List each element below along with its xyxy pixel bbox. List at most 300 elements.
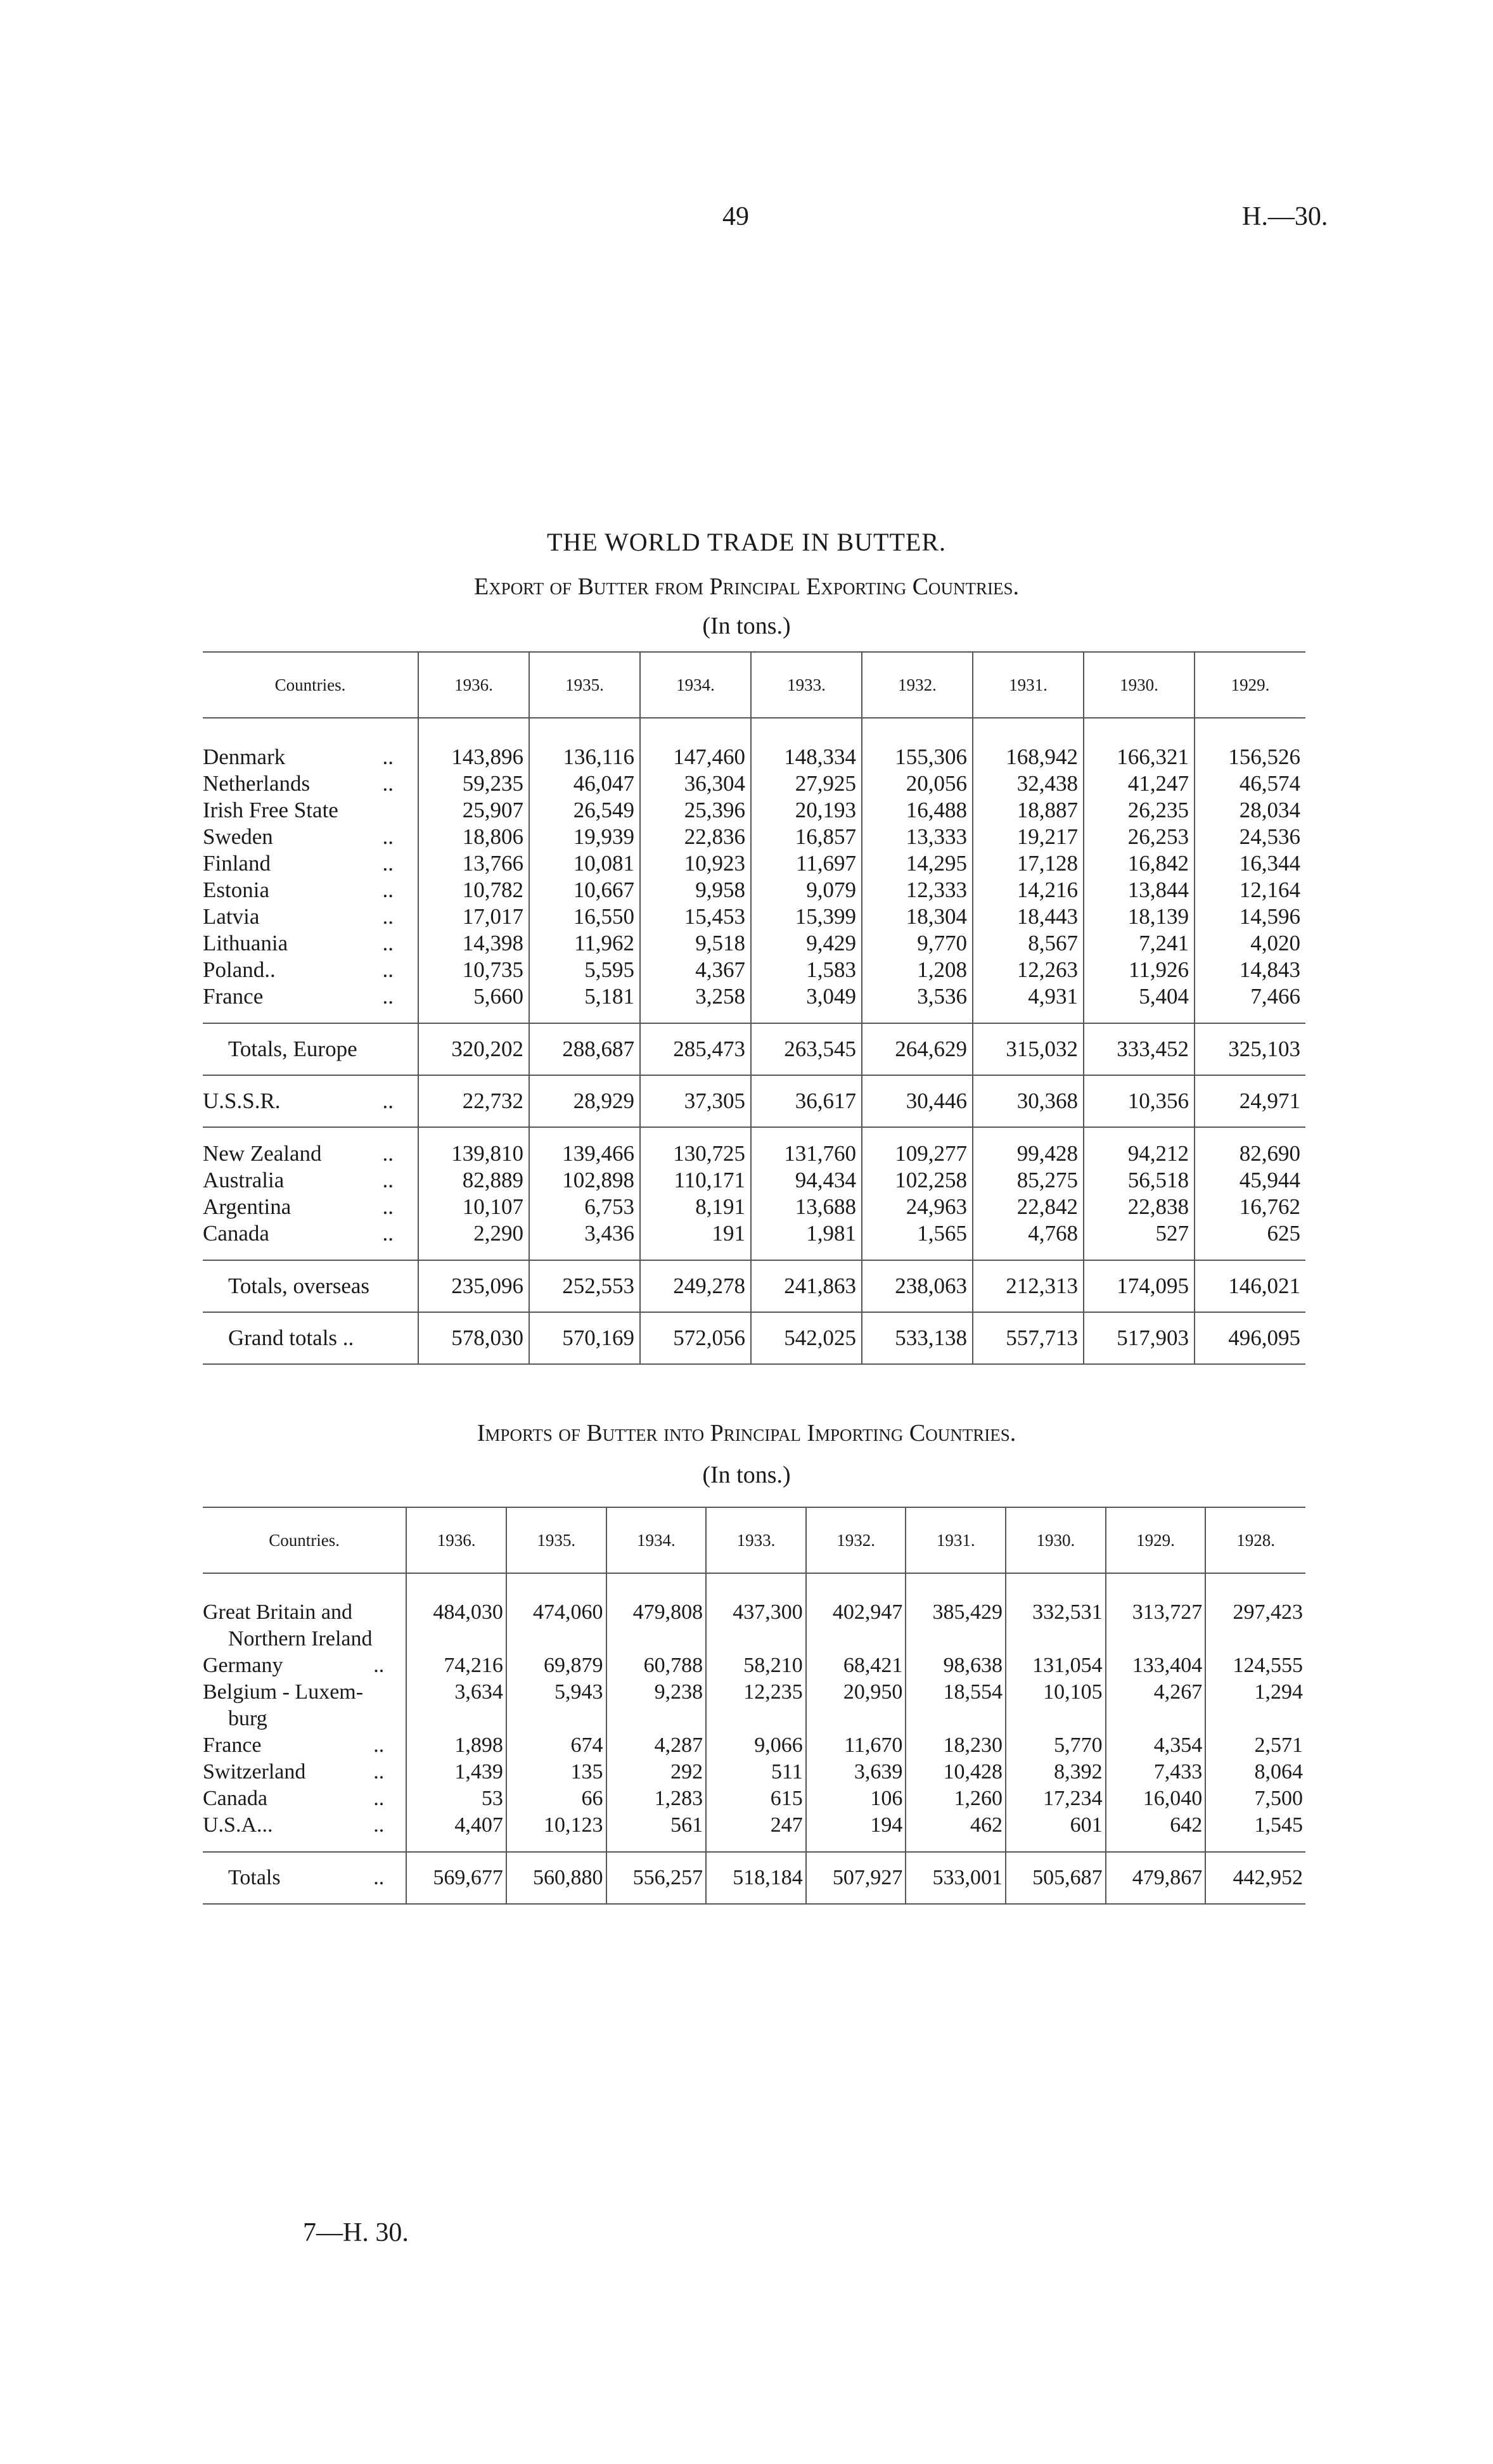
country-name: U.S.A... bbox=[203, 1813, 273, 1837]
spacer-cell bbox=[751, 1010, 862, 1023]
column-header-year: 1935. bbox=[529, 652, 640, 718]
value-cell: 1,260 bbox=[906, 1785, 1006, 1812]
value-cell: 578,030 bbox=[418, 1312, 529, 1364]
value-cell: 569,677 bbox=[406, 1852, 506, 1904]
value-cell: 98,638 bbox=[906, 1652, 1006, 1679]
value-cell: 146,021 bbox=[1195, 1260, 1305, 1312]
value-cell: 109,277 bbox=[862, 1140, 973, 1167]
value-cell: 148,334 bbox=[751, 744, 862, 770]
value-cell: 11,926 bbox=[1084, 957, 1195, 983]
value-cell: 26,253 bbox=[1084, 824, 1195, 850]
spacer-cell bbox=[606, 1573, 707, 1599]
value-cell: 533,138 bbox=[862, 1312, 973, 1364]
value-cell: 82,690 bbox=[1195, 1140, 1305, 1167]
value-cell: 527 bbox=[1084, 1220, 1195, 1247]
value-cell: 24,963 bbox=[862, 1194, 973, 1220]
footer-code: 7—H. 30. bbox=[303, 2218, 409, 2247]
value-cell: 11,962 bbox=[529, 930, 640, 957]
value-cell: 249,278 bbox=[640, 1260, 751, 1312]
value-cell: 10,107 bbox=[418, 1194, 529, 1220]
value-cell: 402,947 bbox=[806, 1599, 906, 1652]
country-name: U.S.S.R. bbox=[203, 1088, 281, 1113]
page-number: 49 bbox=[722, 202, 749, 231]
value-cell: 5,595 bbox=[529, 957, 640, 983]
spacer-cell bbox=[406, 1839, 506, 1852]
spacer-cell bbox=[529, 1010, 640, 1023]
value-cell: 518,184 bbox=[706, 1852, 806, 1904]
value-cell: 8,392 bbox=[1006, 1759, 1106, 1785]
table-row bbox=[203, 957, 1305, 983]
value-cell: 2,290 bbox=[418, 1220, 529, 1247]
value-cell: 15,453 bbox=[640, 903, 751, 930]
column-header-year: 1930. bbox=[1006, 1507, 1106, 1573]
value-cell: 18,443 bbox=[973, 903, 1084, 930]
table-row bbox=[203, 1785, 1305, 1812]
spacer-cell bbox=[1195, 718, 1305, 744]
table-row bbox=[203, 983, 1305, 1010]
value-cell: 11,697 bbox=[751, 850, 862, 877]
value-cell: 238,063 bbox=[862, 1260, 973, 1312]
spacer-row bbox=[203, 1010, 1305, 1023]
value-cell: 102,258 bbox=[862, 1167, 973, 1194]
value-cell: 25,907 bbox=[418, 797, 529, 824]
value-cell: 1,898 bbox=[406, 1732, 506, 1759]
column-header-year: 1932. bbox=[862, 652, 973, 718]
value-cell: 16,040 bbox=[1106, 1785, 1206, 1812]
value-cell: 37,305 bbox=[640, 1075, 751, 1127]
value-cell: 615 bbox=[706, 1785, 806, 1812]
spacer-cell bbox=[640, 718, 751, 744]
value-cell: 28,929 bbox=[529, 1075, 640, 1127]
spacer-cell bbox=[406, 1573, 506, 1599]
value-cell: 174,095 bbox=[1084, 1260, 1195, 1312]
value-cell: 12,333 bbox=[862, 877, 973, 903]
country-name: Canada bbox=[203, 1221, 269, 1246]
value-cell: 59,235 bbox=[418, 770, 529, 797]
value-cell: 58,210 bbox=[706, 1652, 806, 1679]
value-cell: 26,549 bbox=[529, 797, 640, 824]
value-cell: 8,064 bbox=[1205, 1759, 1305, 1785]
value-cell: 10,735 bbox=[418, 957, 529, 983]
value-cell: 9,958 bbox=[640, 877, 751, 903]
value-cell: 437,300 bbox=[706, 1599, 806, 1652]
value-cell: 9,429 bbox=[751, 930, 862, 957]
column-header-year: 1933. bbox=[706, 1507, 806, 1573]
country-cell bbox=[203, 1732, 406, 1759]
value-cell: 46,047 bbox=[529, 770, 640, 797]
value-cell: 16,488 bbox=[862, 797, 973, 824]
country-name: Netherlands bbox=[203, 771, 311, 796]
country-cell bbox=[203, 744, 418, 770]
country-cell bbox=[203, 1652, 406, 1679]
value-cell: 247 bbox=[706, 1812, 806, 1839]
value-cell: 46,574 bbox=[1195, 770, 1305, 797]
value-cell: 30,368 bbox=[973, 1075, 1084, 1127]
export-header-row bbox=[203, 652, 1305, 718]
value-cell: 5,404 bbox=[1084, 983, 1195, 1010]
country-cell bbox=[203, 797, 418, 824]
spacer-cell bbox=[640, 1127, 751, 1140]
value-cell: 194 bbox=[806, 1812, 906, 1839]
value-cell: 1,565 bbox=[862, 1220, 973, 1247]
table-row bbox=[203, 1167, 1305, 1194]
value-cell: 22,838 bbox=[1084, 1194, 1195, 1220]
value-cell: 82,889 bbox=[418, 1167, 529, 1194]
value-cell: 17,128 bbox=[973, 850, 1084, 877]
value-cell: 143,896 bbox=[418, 744, 529, 770]
value-cell: 18,806 bbox=[418, 824, 529, 850]
value-cell: 15,399 bbox=[751, 903, 862, 930]
column-header-year: 1934. bbox=[640, 652, 751, 718]
table-row bbox=[203, 744, 1305, 770]
main-title: THE WORLD TRADE IN BUTTER. bbox=[546, 528, 947, 556]
spacer-cell bbox=[751, 1247, 862, 1260]
value-cell: 5,770 bbox=[1006, 1732, 1106, 1759]
value-cell: 8,567 bbox=[973, 930, 1084, 957]
value-cell: 5,943 bbox=[506, 1679, 606, 1732]
spacer-cell bbox=[973, 1010, 1084, 1023]
leader-dots: .. bbox=[382, 931, 394, 955]
column-header-countries: Countries. bbox=[203, 1507, 406, 1573]
spacer-row bbox=[203, 1127, 1305, 1140]
value-cell: 14,843 bbox=[1195, 957, 1305, 983]
value-cell: 4,020 bbox=[1195, 930, 1305, 957]
value-cell: 30,446 bbox=[862, 1075, 973, 1127]
value-cell: 13,688 bbox=[751, 1194, 862, 1220]
spacer-cell bbox=[973, 718, 1084, 744]
value-cell: 385,429 bbox=[906, 1599, 1006, 1652]
spacer-cell bbox=[1195, 1247, 1305, 1260]
value-cell: 139,466 bbox=[529, 1140, 640, 1167]
leader-dots: .. bbox=[382, 1221, 394, 1246]
value-cell: 7,500 bbox=[1205, 1785, 1305, 1812]
value-cell: 9,066 bbox=[706, 1732, 806, 1759]
value-cell: 1,294 bbox=[1205, 1679, 1305, 1732]
country-cell bbox=[203, 1852, 406, 1904]
value-cell: 507,927 bbox=[806, 1852, 906, 1904]
value-cell: 18,887 bbox=[973, 797, 1084, 824]
country-name: Poland.. bbox=[203, 957, 276, 982]
value-cell: 16,550 bbox=[529, 903, 640, 930]
totals-overseas-row bbox=[203, 1260, 1305, 1312]
value-cell: 572,056 bbox=[640, 1312, 751, 1364]
value-cell: 22,836 bbox=[640, 824, 751, 850]
value-cell: 26,235 bbox=[1084, 797, 1195, 824]
table-row bbox=[203, 1599, 1305, 1652]
value-cell: 601 bbox=[1006, 1812, 1106, 1839]
table-row bbox=[203, 1140, 1305, 1167]
spacer-cell bbox=[529, 1247, 640, 1260]
value-cell: 147,460 bbox=[640, 744, 751, 770]
spacer-cell bbox=[640, 1010, 751, 1023]
value-cell: 19,939 bbox=[529, 824, 640, 850]
spacer-cell bbox=[1106, 1839, 1206, 1852]
leader-dots: .. bbox=[382, 1168, 394, 1192]
value-cell: 136,116 bbox=[529, 744, 640, 770]
value-cell: 74,216 bbox=[406, 1652, 506, 1679]
spacer-row bbox=[203, 1839, 1305, 1852]
value-cell: 625 bbox=[1195, 1220, 1305, 1247]
value-cell: 168,942 bbox=[973, 744, 1084, 770]
value-cell: 36,304 bbox=[640, 770, 751, 797]
value-cell: 4,407 bbox=[406, 1812, 506, 1839]
value-cell: 17,234 bbox=[1006, 1785, 1106, 1812]
column-header-year: 1928. bbox=[1205, 1507, 1305, 1573]
spacer-cell bbox=[418, 1010, 529, 1023]
value-cell: 12,235 bbox=[706, 1679, 806, 1732]
spacer-cell bbox=[1084, 1127, 1195, 1140]
leader-dots: .. bbox=[382, 851, 394, 876]
spacer-cell bbox=[1195, 1127, 1305, 1140]
value-cell: 10,667 bbox=[529, 877, 640, 903]
country-cell bbox=[203, 1194, 418, 1220]
table-row bbox=[203, 1194, 1305, 1220]
value-cell: 20,950 bbox=[806, 1679, 906, 1732]
spacer-row bbox=[203, 1573, 1305, 1599]
table-row bbox=[203, 797, 1305, 824]
spacer-cell bbox=[906, 1839, 1006, 1852]
column-header-year: 1929. bbox=[1106, 1507, 1206, 1573]
spacer-cell bbox=[973, 1127, 1084, 1140]
spacer-cell bbox=[529, 718, 640, 744]
value-cell: 124,555 bbox=[1205, 1652, 1305, 1679]
spacer-cell bbox=[203, 718, 418, 744]
spacer-cell bbox=[906, 1573, 1006, 1599]
value-cell: 20,056 bbox=[862, 770, 973, 797]
value-cell: 16,857 bbox=[751, 824, 862, 850]
column-header-year: 1930. bbox=[1084, 652, 1195, 718]
value-cell: 10,782 bbox=[418, 877, 529, 903]
value-cell: 102,898 bbox=[529, 1167, 640, 1194]
spacer-cell bbox=[751, 718, 862, 744]
country-name: Lithuania bbox=[203, 931, 288, 955]
spacer-cell bbox=[203, 1010, 418, 1023]
value-cell: 556,257 bbox=[606, 1852, 707, 1904]
country-cell bbox=[203, 930, 418, 957]
value-cell: 16,842 bbox=[1084, 850, 1195, 877]
column-header-year: 1935. bbox=[506, 1507, 606, 1573]
spacer-cell bbox=[1084, 1010, 1195, 1023]
value-cell: 479,808 bbox=[606, 1599, 707, 1652]
leader-dots: .. bbox=[373, 1866, 385, 1889]
country-cell bbox=[203, 983, 418, 1010]
value-cell: 297,423 bbox=[1205, 1599, 1305, 1652]
value-cell: 1,208 bbox=[862, 957, 973, 983]
column-header-year: 1934. bbox=[606, 1507, 707, 1573]
table-row bbox=[203, 1679, 1305, 1732]
value-cell: 22,842 bbox=[973, 1194, 1084, 1220]
value-cell: 139,810 bbox=[418, 1140, 529, 1167]
import-table bbox=[203, 1507, 1305, 1905]
leader-dots: .. bbox=[373, 1760, 385, 1784]
value-cell: 106 bbox=[806, 1785, 906, 1812]
leader-dots: .. bbox=[382, 744, 394, 769]
value-cell: 561 bbox=[606, 1812, 707, 1839]
document-code: H.—30. bbox=[1242, 202, 1328, 231]
value-cell: 333,452 bbox=[1084, 1023, 1195, 1075]
value-cell: 3,536 bbox=[862, 983, 973, 1010]
country-name: Latvia bbox=[203, 904, 260, 929]
value-cell: 505,687 bbox=[1006, 1852, 1106, 1904]
value-cell: 511 bbox=[706, 1759, 806, 1785]
value-cell: 18,139 bbox=[1084, 903, 1195, 930]
country-name-continued: Northern Ireland bbox=[228, 1627, 373, 1650]
value-cell: 13,844 bbox=[1084, 877, 1195, 903]
column-header-year: 1931. bbox=[973, 652, 1084, 718]
import-totals-row bbox=[203, 1852, 1305, 1904]
value-cell: 11,670 bbox=[806, 1732, 906, 1759]
country-name: France bbox=[203, 1733, 262, 1757]
value-cell: 66 bbox=[506, 1785, 606, 1812]
value-cell: 133,404 bbox=[1106, 1652, 1206, 1679]
value-cell: 14,216 bbox=[973, 877, 1084, 903]
value-cell: 166,321 bbox=[1084, 744, 1195, 770]
ussr-row bbox=[203, 1075, 1305, 1127]
country-cell bbox=[203, 1167, 418, 1194]
value-cell: 20,193 bbox=[751, 797, 862, 824]
spacer-cell bbox=[1106, 1573, 1206, 1599]
grand-totals-row bbox=[203, 1312, 1305, 1364]
table-row bbox=[203, 850, 1305, 877]
spacer-cell bbox=[1006, 1573, 1106, 1599]
country-cell bbox=[203, 770, 418, 797]
value-cell: 570,169 bbox=[529, 1312, 640, 1364]
spacer-cell bbox=[1084, 1247, 1195, 1260]
value-cell: 1,981 bbox=[751, 1220, 862, 1247]
value-cell: 3,258 bbox=[640, 983, 751, 1010]
table-row bbox=[203, 877, 1305, 903]
leader-dots: .. bbox=[382, 957, 394, 982]
spacer-cell bbox=[862, 1127, 973, 1140]
value-cell: 6,753 bbox=[529, 1194, 640, 1220]
value-cell: 41,247 bbox=[1084, 770, 1195, 797]
leader-dots: .. bbox=[382, 904, 394, 929]
value-cell: 1,283 bbox=[606, 1785, 707, 1812]
spacer-cell bbox=[1084, 718, 1195, 744]
spacer-cell bbox=[506, 1573, 606, 1599]
value-cell: 252,553 bbox=[529, 1260, 640, 1312]
value-cell: 28,034 bbox=[1195, 797, 1305, 824]
spacer-cell bbox=[1195, 1010, 1305, 1023]
table-row bbox=[203, 1220, 1305, 1247]
spacer-cell bbox=[862, 1010, 973, 1023]
value-cell: 18,554 bbox=[906, 1679, 1006, 1732]
value-cell: 285,473 bbox=[640, 1023, 751, 1075]
spacer-row bbox=[203, 1247, 1305, 1260]
value-cell: 1,583 bbox=[751, 957, 862, 983]
country-name: New Zealand bbox=[203, 1141, 322, 1166]
value-cell: 313,727 bbox=[1106, 1599, 1206, 1652]
table-row bbox=[203, 824, 1305, 850]
value-cell: 7,466 bbox=[1195, 983, 1305, 1010]
spacer-cell bbox=[203, 1573, 406, 1599]
value-cell: 191 bbox=[640, 1220, 751, 1247]
country-name: Great Britain and bbox=[203, 1600, 353, 1624]
table-row bbox=[203, 903, 1305, 930]
country-name: France bbox=[203, 984, 264, 1009]
value-cell: 533,001 bbox=[906, 1852, 1006, 1904]
country-name: Finland bbox=[203, 851, 271, 876]
spacer-cell bbox=[418, 718, 529, 744]
country-cell bbox=[203, 957, 418, 983]
export-table-unit: (In tons.) bbox=[702, 613, 791, 639]
value-cell: 264,629 bbox=[862, 1023, 973, 1075]
table-row bbox=[203, 1652, 1305, 1679]
value-cell: 1,439 bbox=[406, 1759, 506, 1785]
value-cell: 3,634 bbox=[406, 1679, 506, 1732]
spacer-cell bbox=[529, 1127, 640, 1140]
value-cell: 53 bbox=[406, 1785, 506, 1812]
value-cell: 674 bbox=[506, 1732, 606, 1759]
country-cell bbox=[203, 1312, 418, 1364]
value-cell: 4,367 bbox=[640, 957, 751, 983]
value-cell: 24,971 bbox=[1195, 1075, 1305, 1127]
country-cell bbox=[203, 1812, 406, 1839]
value-cell: 131,760 bbox=[751, 1140, 862, 1167]
table-row bbox=[203, 1732, 1305, 1759]
country-cell bbox=[203, 1140, 418, 1167]
value-cell: 10,105 bbox=[1006, 1679, 1106, 1732]
leader-dots: .. bbox=[373, 1654, 385, 1677]
value-cell: 325,103 bbox=[1195, 1023, 1305, 1075]
country-name: Australia bbox=[203, 1168, 285, 1192]
value-cell: 4,354 bbox=[1106, 1732, 1206, 1759]
spacer-cell bbox=[806, 1573, 906, 1599]
value-cell: 16,344 bbox=[1195, 850, 1305, 877]
value-cell: 99,428 bbox=[973, 1140, 1084, 1167]
column-header-countries: Countries. bbox=[203, 652, 418, 718]
value-cell: 69,879 bbox=[506, 1652, 606, 1679]
export-table-title: Export of Butter from Principal Exporting Countries. bbox=[473, 573, 1020, 600]
value-cell: 14,295 bbox=[862, 850, 973, 877]
value-cell: 496,095 bbox=[1195, 1312, 1305, 1364]
country-cell bbox=[203, 1599, 406, 1652]
spacer-cell bbox=[706, 1839, 806, 1852]
value-cell: 3,639 bbox=[806, 1759, 906, 1785]
value-cell: 263,545 bbox=[751, 1023, 862, 1075]
value-cell: 7,433 bbox=[1106, 1759, 1206, 1785]
value-cell: 235,096 bbox=[418, 1260, 529, 1312]
spacer-cell bbox=[806, 1839, 906, 1852]
spacer-cell bbox=[1006, 1839, 1106, 1852]
spacer-cell bbox=[506, 1839, 606, 1852]
country-name: Estonia bbox=[203, 878, 269, 902]
value-cell: 68,421 bbox=[806, 1652, 906, 1679]
value-cell: 110,171 bbox=[640, 1167, 751, 1194]
value-cell: 315,032 bbox=[973, 1023, 1084, 1075]
spacer-row bbox=[203, 718, 1305, 744]
value-cell: 17,017 bbox=[418, 903, 529, 930]
spacer-cell bbox=[973, 1247, 1084, 1260]
value-cell: 462 bbox=[906, 1812, 1006, 1839]
country-cell bbox=[203, 1075, 418, 1127]
column-header-year: 1929. bbox=[1195, 652, 1305, 718]
value-cell: 479,867 bbox=[1106, 1852, 1206, 1904]
country-cell bbox=[203, 903, 418, 930]
value-cell: 18,304 bbox=[862, 903, 973, 930]
value-cell: 45,944 bbox=[1195, 1167, 1305, 1194]
value-cell: 517,903 bbox=[1084, 1312, 1195, 1364]
value-cell: 332,531 bbox=[1006, 1599, 1106, 1652]
value-cell: 10,081 bbox=[529, 850, 640, 877]
value-cell: 60,788 bbox=[606, 1652, 707, 1679]
value-cell: 7,241 bbox=[1084, 930, 1195, 957]
country-name: Belgium - Luxem- bbox=[203, 1680, 364, 1704]
value-cell: 9,770 bbox=[862, 930, 973, 957]
value-cell: 14,596 bbox=[1195, 903, 1305, 930]
spacer-cell bbox=[418, 1127, 529, 1140]
value-cell: 32,438 bbox=[973, 770, 1084, 797]
